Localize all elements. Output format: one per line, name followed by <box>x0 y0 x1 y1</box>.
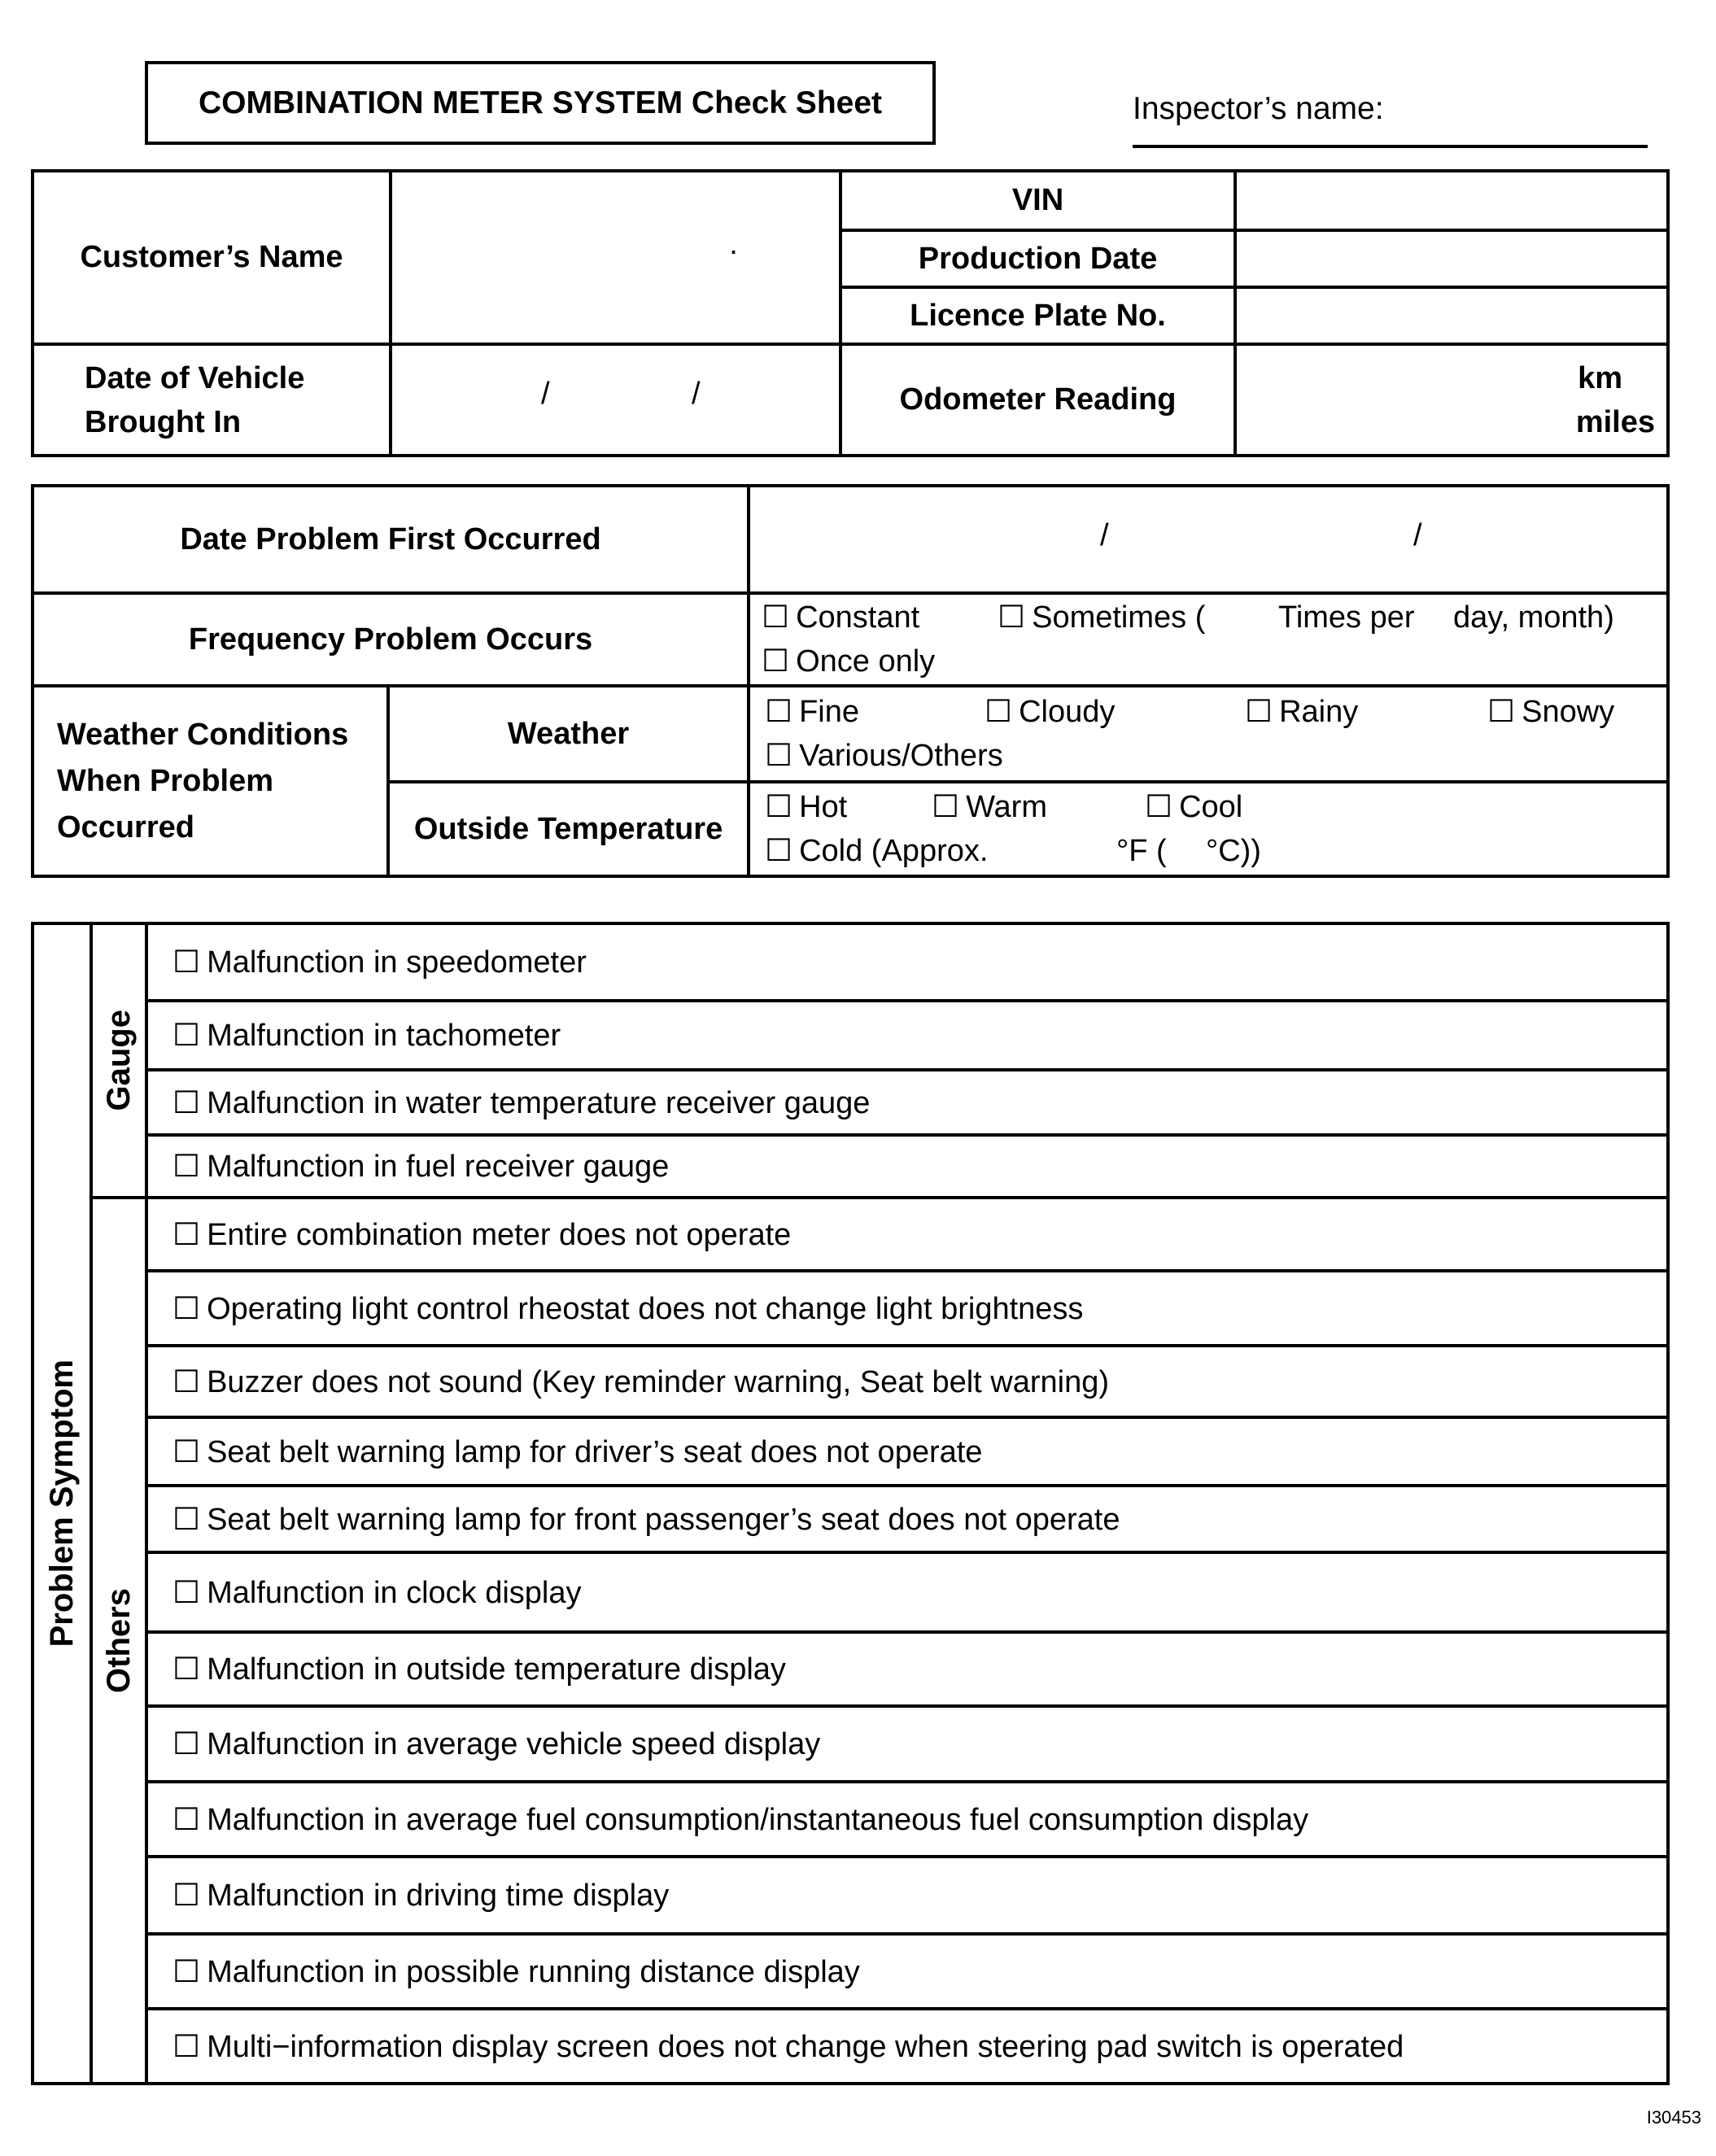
odometer-label: Odometer Reading <box>841 344 1235 456</box>
customer-name-label: Customer’s Name <box>33 171 391 344</box>
vin-label: VIN <box>841 171 1235 230</box>
symptom-other-4-checkbox[interactable]: ☐ Seat belt warning lamp for front passenger’s seat does not operate <box>146 1486 1668 1552</box>
weather-rainy-checkbox[interactable]: ☐ Rainy <box>1245 690 1487 734</box>
figure-id: I30453 <box>1646 2107 1701 2128</box>
symptom-other-9-checkbox[interactable]: ☐ Malfunction in driving time display <box>146 1857 1668 1934</box>
temp-cold-checkbox[interactable]: ☐ Cold (Approx. <box>765 829 1116 873</box>
gauge-label: Gauge <box>100 1010 137 1111</box>
weather-conditions-line-2: When Problem <box>57 763 274 798</box>
temperature-options <box>749 782 1668 876</box>
date-first-separator-1: / <box>1100 518 1109 552</box>
conditions-table <box>31 484 1670 878</box>
vehicle-info-table <box>31 169 1670 457</box>
symptom-gauge-0-checkbox[interactable]: ☐ Malfunction in speedometer <box>146 923 1668 1001</box>
inspector-name-line[interactable] <box>1133 145 1648 148</box>
date-first-occurred-label: Date Problem First Occurred <box>33 486 749 593</box>
unit-miles: miles <box>1575 404 1655 439</box>
symptom-other-6-checkbox[interactable]: ☐ Malfunction in outside temperature display <box>146 1632 1668 1706</box>
date-brought-in-field[interactable] <box>391 344 841 456</box>
freq-day-month-text: day, month) <box>1453 600 1614 635</box>
freq-sometimes-checkbox[interactable]: ☐ Sometimes ( <box>998 596 1278 639</box>
customer-name-field[interactable] <box>391 171 841 344</box>
freq-once-checkbox[interactable]: ☐ Once only <box>762 639 935 683</box>
symptom-other-5-checkbox[interactable]: ☐ Malfunction in clock display <box>146 1552 1668 1632</box>
outside-temperature-label: Outside Temperature <box>388 782 749 876</box>
date-separator-1: / <box>541 377 550 411</box>
date-brought-in-line-2: Brought In <box>85 404 242 439</box>
temp-hot-checkbox[interactable]: ☐ Hot <box>765 785 932 829</box>
freq-constant-checkbox[interactable]: ☐ Constant <box>762 596 998 639</box>
weather-fine-checkbox[interactable]: ☐ Fine <box>765 690 985 734</box>
odometer-field[interactable] <box>1235 344 1668 456</box>
temp-f-text: °F ( <box>1116 834 1167 868</box>
symptom-other-7-checkbox[interactable]: ☐ Malfunction in average vehicle speed display <box>146 1706 1668 1782</box>
weather-conditions-line-3: Occurred <box>57 810 194 845</box>
others-label: Others <box>100 1588 137 1693</box>
temp-c-text: °C)) <box>1206 834 1261 868</box>
production-date-label: Production Date <box>841 230 1235 287</box>
weather-cloudy-checkbox[interactable]: ☐ Cloudy <box>985 690 1245 734</box>
sheet-title: COMBINATION METER SYSTEM Check Sheet <box>145 61 936 145</box>
frequency-options <box>749 593 1668 686</box>
weather-options <box>749 686 1668 782</box>
symptom-other-3-checkbox[interactable]: ☐ Seat belt warning lamp for driver’s seat does not operate <box>146 1417 1668 1486</box>
date-separator-2: / <box>692 377 701 411</box>
symptom-other-0-checkbox[interactable]: ☐ Entire combination meter does not operate <box>146 1198 1668 1271</box>
symptom-gauge-2-checkbox[interactable]: ☐ Malfunction in water temperature receiver gauge <box>146 1070 1668 1135</box>
vin-field[interactable] <box>1235 171 1668 230</box>
date-first-separator-2: / <box>1413 518 1422 552</box>
customer-dot: . <box>729 227 738 261</box>
unit-km: km <box>1578 360 1622 395</box>
gauge-label-cell <box>91 923 146 1198</box>
freq-times-per-text: Times per <box>1278 600 1415 635</box>
problem-symptom-label: Problem Symptom <box>43 1360 80 1648</box>
weather-conditions-line-1: Weather Conditions <box>57 717 349 752</box>
symptom-gauge-1-checkbox[interactable]: ☐ Malfunction in tachometer <box>146 1001 1668 1070</box>
licence-plate-label: Licence Plate No. <box>841 287 1235 344</box>
symptom-gauge-3-checkbox[interactable]: ☐ Malfunction in fuel receiver gauge <box>146 1135 1668 1198</box>
symptom-other-2-checkbox[interactable]: ☐ Buzzer does not sound (Key reminder warning, Seat belt warning) <box>146 1346 1668 1417</box>
symptom-other-1-checkbox[interactable]: ☐ Operating light control rheostat does not change light brightness <box>146 1271 1668 1346</box>
symptom-other-8-checkbox[interactable]: ☐ Malfunction in average fuel consumption/instantaneous fuel consumption display <box>146 1782 1668 1857</box>
problem-symptom-label-cell <box>33 923 91 2084</box>
problem-symptom-table <box>31 922 1670 2085</box>
date-brought-in-line-1: Date of Vehicle <box>85 360 305 395</box>
weather-snowy-checkbox[interactable]: ☐ Snowy <box>1487 690 1614 734</box>
weather-conditions-label <box>33 686 388 876</box>
temp-warm-checkbox[interactable]: ☐ Warm <box>932 785 1145 829</box>
weather-various-checkbox[interactable]: ☐ Various/Others <box>765 734 1003 778</box>
frequency-label: Frequency Problem Occurs <box>33 593 749 686</box>
symptom-other-11-checkbox[interactable]: ☐ Multi−information display screen does not change when steering pad switch is operated <box>146 2009 1668 2084</box>
inspector-name-label: Inspector’s name: <box>1133 91 1384 126</box>
others-label-cell <box>91 1198 146 2084</box>
temp-cool-checkbox[interactable]: ☐ Cool <box>1145 785 1242 829</box>
date-first-occurred-field[interactable] <box>749 486 1668 593</box>
weather-label: Weather <box>388 686 749 782</box>
licence-plate-field[interactable] <box>1235 287 1668 344</box>
symptom-other-10-checkbox[interactable]: ☐ Malfunction in possible running distance display <box>146 1934 1668 2009</box>
date-brought-in-label <box>33 344 391 456</box>
production-date-field[interactable] <box>1235 230 1668 287</box>
